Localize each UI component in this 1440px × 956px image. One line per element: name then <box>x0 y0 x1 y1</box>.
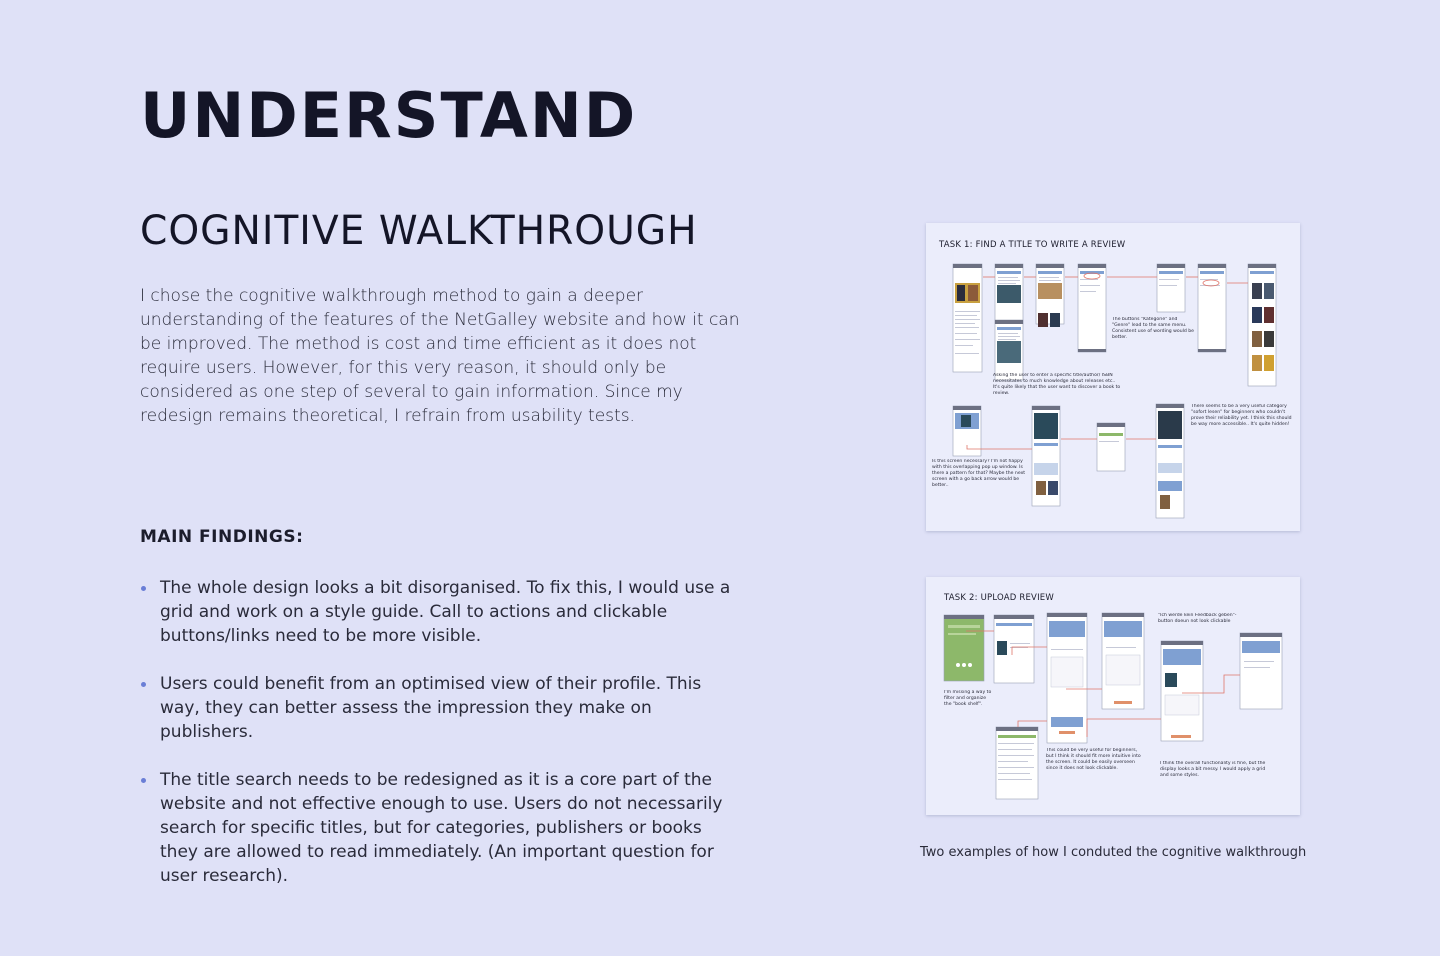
findings-list <box>140 576 740 912</box>
finding-item: Users could benefit from an optimised view of their profile. This way, they can better assess the impression they make on publishers. <box>140 672 740 744</box>
section-title: COGNITIVE WALKTHROUGH <box>140 208 698 254</box>
screen-thumbnail <box>994 615 1034 683</box>
screen-thumbnail <box>1047 613 1087 743</box>
screen-thumbnail <box>1156 404 1184 518</box>
screen-thumbnail <box>1078 264 1106 352</box>
task2-title: TASK 2: UPLOAD REVIEW <box>944 593 1054 603</box>
screen-thumbnail <box>953 264 982 372</box>
screen-thumbnail <box>944 615 984 681</box>
screen-thumbnail <box>1240 633 1282 709</box>
screen-thumbnail <box>996 727 1038 799</box>
screen-thumbnail <box>1161 641 1203 741</box>
finding-item: The title search needs to be redesigned as it is a core part of the website and not effective enough to use. Users do not necessarily search for specific titles, but for categories, publishers or books they are allowed to read immediately. (An important question for user research). <box>140 768 740 888</box>
screen-thumbnail <box>1032 406 1060 506</box>
finding-item: The whole design looks a bit disorganised. To fix this, I would use a grid and work on a style guide. Call to actions and clickable buttons/links need to be more visible. <box>140 576 740 648</box>
task1-walkthrough-image <box>926 223 1300 531</box>
task2-flow-diagram <box>926 577 1300 815</box>
screen-thumbnail <box>1248 264 1276 386</box>
task1-note: Is this screen necessary? I'm not happy with this overlapping pop up window. Is there a pattern for that? Maybe the next screen with a go back arrow would be better.. <box>932 459 1026 488</box>
screen-thumbnail <box>995 264 1023 324</box>
task1-flow-diagram <box>926 223 1300 531</box>
task1-note: Asking the user to enter a specific title/author/ ISBN necessitates to much knowledge about releases etc.. It's quite likely that the user want to discover a book to review. <box>993 373 1121 396</box>
page-title: UNDERSTAND <box>140 79 638 152</box>
task2-note: I think the overall functionality is fine, but the display looks a bit messy. I would apply a grid and some styles. <box>1160 761 1266 778</box>
screen-thumbnail <box>1198 264 1226 352</box>
intro-paragraph: I chose the cognitive walkthrough method to gain a deeper understanding of the features of the NetGalley website and how it can be improved. The method is cost and time efficient as it does not require users. However, for this very reason, it should only be considered as one step of several to gain information. Since my redesign remains theoretical, I refrain from usability tests. <box>140 286 740 426</box>
screen-thumbnail <box>1102 613 1144 709</box>
task2-note: This could be very useful for beginners, but I think it should fit more intuitive into the screen. It could be easily overseen since it does not look clickable. <box>1046 748 1141 771</box>
task1-note: There seems to be a very useful category "sofort lesen" for beginners who couldn't prove their reliability yet. I think this should be way more accessible.. It's quite hidden! <box>1191 404 1292 427</box>
screen-thumbnail <box>1036 264 1064 327</box>
task1-title: TASK 1: FIND A TITLE TO WRITE A REVIEW <box>939 240 1126 250</box>
task2-note: I'm missing a way to filter and organize the "book shelf". <box>944 690 992 707</box>
screen-thumbnail <box>1097 423 1125 471</box>
task1-note: The buttons "Kategorie" and "Genre" lead to the same menu. Consistent use of wording would be better. <box>1112 317 1195 340</box>
image-caption: Two examples of how I conduted the cognitive walkthrough <box>920 845 1307 860</box>
findings-heading: MAIN FINDINGS: <box>140 527 304 547</box>
screen-thumbnail <box>995 320 1023 380</box>
screen-thumbnail <box>1157 264 1185 312</box>
task2-walkthrough-image <box>926 577 1300 815</box>
task2-note: "Ich werde kein Feedback geben"-button doeun not look clickable <box>1158 613 1237 624</box>
